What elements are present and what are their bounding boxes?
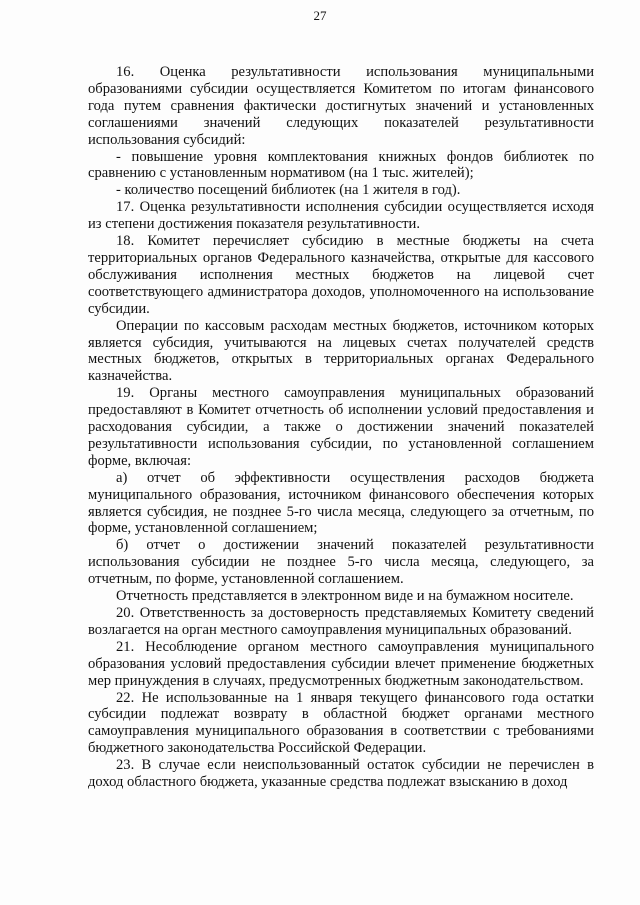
paragraph-22: 22. Не использованные на 1 января текущего финансового года остатки субсидии подлежат возврату в областной бюджет органами местного самоуправления муниципального образования в соответствии с требованиями бюджетного законодательства Российской Федерации.	[88, 689, 594, 757]
page-number: 27	[313, 8, 327, 23]
document-body	[88, 64, 594, 791]
paragraph-19-item-b: б) отчет о достижении значений показателей результативности использования субсидии не позднее 5-го числа месяца, следующего, за отчетным, по форме, установленной соглашением.	[88, 537, 594, 588]
paragraph-16: 16. Оценка результативности использования муниципальными образованиями субсидии осуществляется Комитетом по итогам финансового года путем сравнения фактически достигнутых значений и установленных соглашениями значений следующих показателей результативности использования субсидий:	[88, 64, 594, 148]
paragraph-23: 23. В случае если неиспользованный остаток субсидии не перечислен в доход областного бюджета, указанные средства подлежат взысканию в доход	[88, 757, 594, 791]
paragraph-16-item-1: - повышение уровня комплектования книжных фондов библиотек по сравнению с установленным нормативом (на 1 тыс. жителей);	[88, 148, 594, 182]
paragraph-19-item-a: а) отчет об эффективности осуществления расходов бюджета муниципального образования, источником финансового обеспечения которых является субсидия, не позднее 5-го числа месяца, следующего за отчетным, по форме, установленной соглашением;	[88, 469, 594, 537]
paragraph-21: 21. Несоблюдение органом местного самоуправления муниципального образования условий предоставления субсидии влечет применение бюджетных мер принуждения в случаях, предусмотренных бюджетным законодательством.	[88, 638, 594, 689]
paragraph-18: 18. Комитет перечисляет субсидию в местные бюджеты на счета территориальных органов Федерального казначейства, открытые для кассового обслуживания исполнения местных бюджетов на лицевой счет соответствующего администратора доходов, уполномоченного на использование субсидии.	[88, 233, 594, 317]
paragraph-19-note: Отчетность представляется в электронном виде и на бумажном носителе.	[116, 588, 574, 605]
paragraph-19: 19. Органы местного самоуправления муниципальных образований предоставляют в Комитет отчетность об исполнении условий предоставления и расходования субсидии, а также о достижении значений показателей результативности использования субсидии, по установленной соглашением форме, включая:	[88, 385, 594, 469]
paragraph-16-item-2: - количество посещений библиотек (на 1 жителя в год).	[116, 182, 461, 199]
paragraph-17: 17. Оценка результативности исполнения субсидии осуществляется исходя из степени достижения показателя результативности.	[88, 199, 594, 233]
paragraph-20: 20. Ответственность за достоверность представляемых Комитету сведений возлагается на орган местного самоуправления муниципальных образований.	[88, 605, 594, 638]
paragraph-18-continued: Операции по кассовым расходам местных бюджетов, источником которых является субсидия, учитываются на лицевых счетах получателей средств местных бюджетов, открытых в территориальных органах Федерального казначейства.	[88, 317, 594, 385]
